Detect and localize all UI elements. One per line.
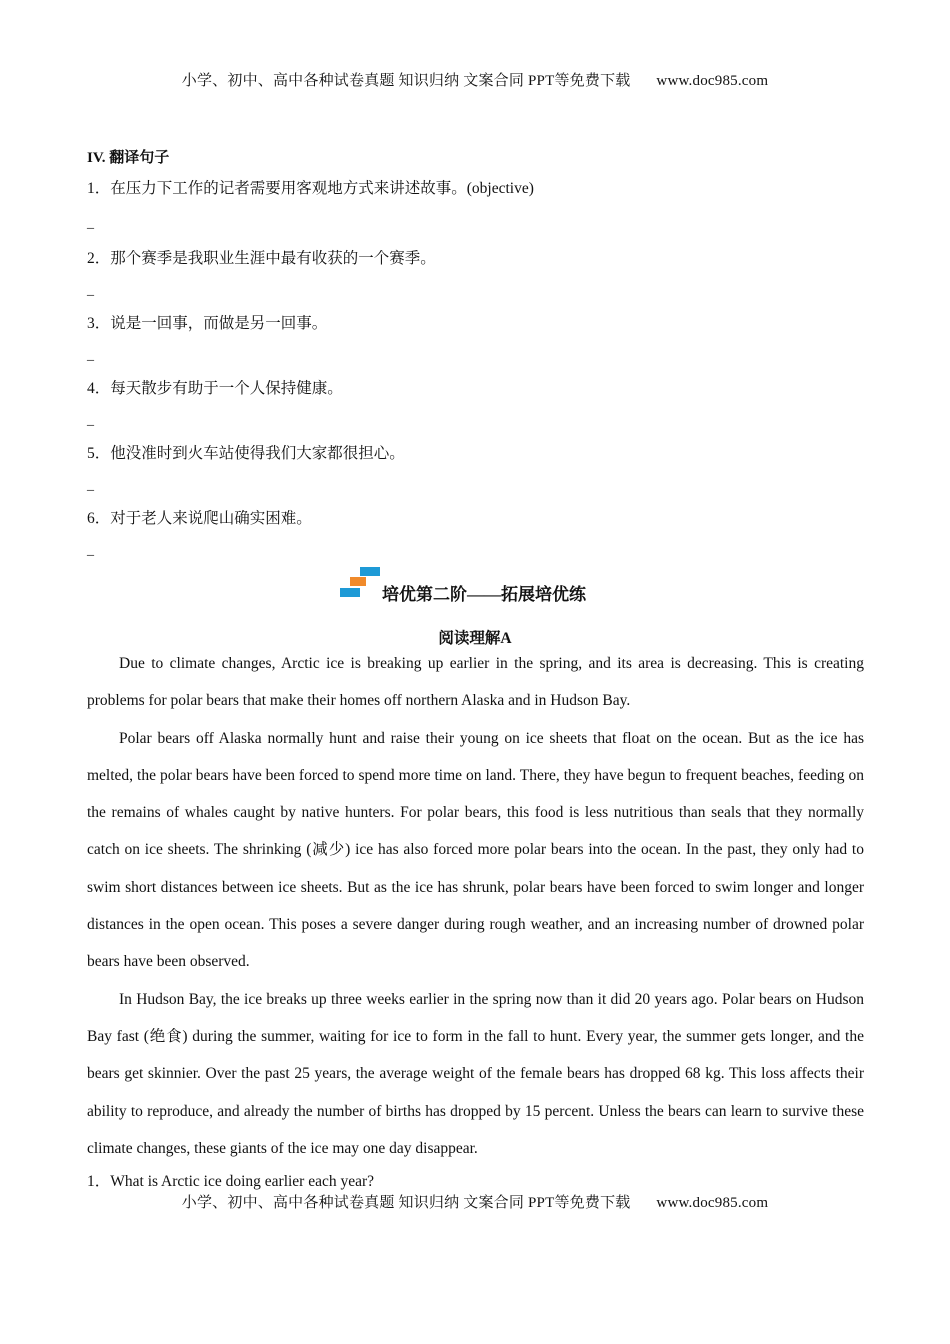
item-number: 4． (87, 380, 111, 397)
passage-paragraph: In Hudson Bay, the ice breaks up three weeks earlier in the spring now than it did 20 years ago. Polar bears on Hudson Bay fast (绝食) during the summer, waiting for ice to form in the fall to hunt. Every year, the summer gets longer, and the bears get skinnier. Over the past 25 years, the average weight of the female bears has dropped 68 kg. This loss affects their ability to reproduce, and already the number of births has dropped by 15 percent. Unless the bears can learn to survive these climate changes, these giants of the ice may one day disappear. (87, 990, 864, 1157)
item-number: 1． (87, 180, 111, 197)
item-text: 说是一回事，而做是另一回事。 (110, 315, 328, 332)
reading-question: 1．What is Arctic ice doing earlier each year? (87, 1173, 375, 1190)
translation-item (87, 246, 436, 268)
banner-title: 培优第二阶——拓展培优练 (382, 585, 586, 604)
item-number: 2． (87, 250, 111, 267)
item-number: 3． (87, 315, 111, 332)
translation-item (87, 441, 405, 463)
reading-title: 阅读理解A (438, 630, 512, 647)
stairs-logo-icon (340, 567, 382, 599)
item-number: 6． (87, 510, 111, 527)
page-header (0, 69, 950, 90)
item-text: 对于老人来说爬山确实困难。 (110, 510, 312, 527)
item-number: 5． (87, 445, 111, 462)
footer-site-link[interactable]: www.doc985.com (656, 1195, 769, 1211)
passage-paragraph: Due to climate changes, Arctic ice is breaking up earlier in the spring, and its area is decreasing. This is creating problems for polar bears that make their homes off northern Alaska and in Hudson Bay. (87, 655, 864, 710)
answer-blank[interactable]: _ (87, 283, 94, 298)
answer-blank[interactable]: _ (87, 478, 94, 493)
answer-blank[interactable]: _ (87, 348, 94, 363)
item-text: 他没准时到火车站使得我们大家都很担心。 (110, 445, 405, 462)
reading-passage (87, 645, 864, 1167)
section-banner (340, 567, 660, 604)
item-text: 在压力下工作的记者需要用客观地方式来讲述故事。(objective) (110, 180, 534, 197)
translation-item (87, 176, 534, 198)
answer-blank[interactable]: _ (87, 216, 94, 231)
passage-paragraph: Polar bears off Alaska normally hunt and raise their young on ice sheets that float on the ocean. But as the ice has melted, the polar bears have been forced to spend more time on land. There, they have begun to frequent beaches, feeding on the remains of whales caught by native hunters. For polar bears, this food is less nutritious than seals that they normally catch on ice sheets. The shrinking (减少) ice has also forced more polar bears into the ocean. In the past, they only had to swim short distances between ice sheets. But as the ice has shrunk, polar bears have been forced to swim longer and longer distances in the open ocean. This poses a severe danger during rough weather, and an increasing number of drowned polar bears have been observed. (87, 729, 864, 971)
section-title: IV. 翻译句子 (87, 150, 170, 166)
answer-blank[interactable]: _ (87, 413, 94, 428)
translation-item (87, 311, 327, 333)
item-text: 那个赛季是我职业生涯中最有收获的一个赛季。 (110, 250, 436, 267)
translation-item (87, 506, 312, 528)
page-footer (0, 1191, 950, 1212)
footer-text: 小学、初中、高中各种试卷真题 知识归纳 文案合同 PPT等免费下载 (181, 1195, 631, 1211)
header-site-link[interactable]: www.doc985.com (656, 73, 769, 89)
item-text: 每天散步有助于一个人保持健康。 (110, 380, 343, 397)
header-text: 小学、初中、高中各种试卷真题 知识归纳 文案合同 PPT等免费下载 (181, 73, 631, 89)
answer-blank[interactable]: _ (87, 543, 94, 558)
translation-item (87, 376, 343, 398)
